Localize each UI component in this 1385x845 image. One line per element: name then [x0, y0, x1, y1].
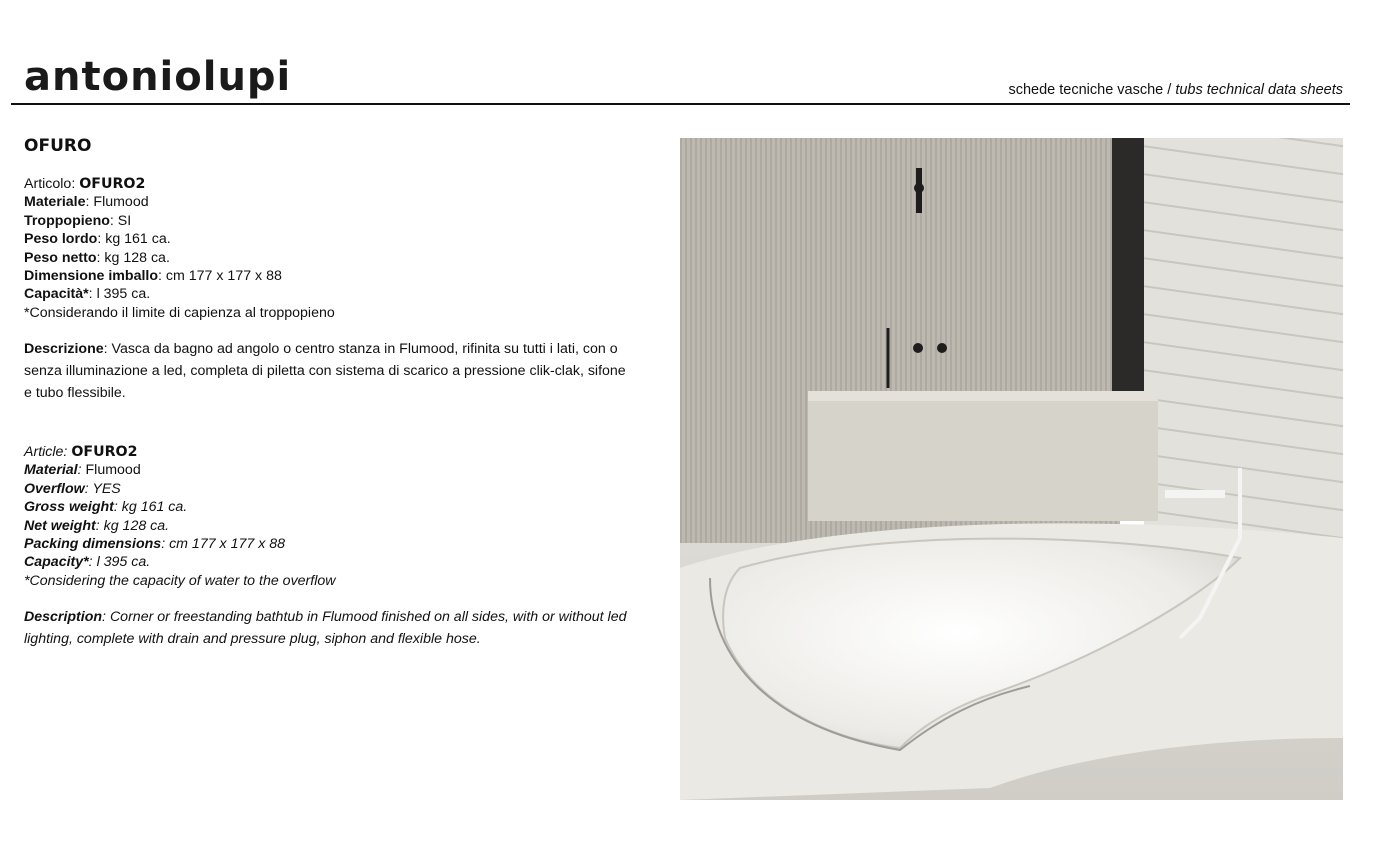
header-rule — [11, 103, 1350, 105]
spec-row-overflow: Overflow: YES — [24, 480, 121, 497]
bathtub-illustration — [680, 138, 1343, 800]
spec-row-gross-weight: Gross weight: kg 161 ca. — [24, 499, 188, 516]
spec-row-net-weight: Net weight: kg 128 ca. — [24, 517, 170, 534]
spec-row-capacity: Capacità*: l 395 ca. — [24, 286, 151, 303]
spec-row-article: Article: OFURO2 — [24, 444, 138, 460]
spec-row-overflow: Troppopieno: SI — [24, 212, 132, 229]
spec-row-packing: Dimensione imballo: cm 177 x 177 x 88 — [24, 268, 282, 285]
spec-row-material: Material: Flumood — [24, 462, 141, 479]
description-italian: Descrizione: Vasca da bagno ad angolo o centro stanza in Flumood, rifinita su tutti i lati, con o senza illuminazione a led, completa di piletta con sistema di scarico a pressione clik-clak, sifone e tubo flessibile. — [24, 341, 626, 401]
spec-note: *Considerando il limite di capienza al troppopieno — [24, 304, 335, 321]
document-subtitle — [1008, 82, 1343, 98]
spec-row-capacity: Capacity*: l 395 ca. — [24, 554, 151, 571]
spec-row-net-weight: Peso netto: kg 128 ca. — [24, 249, 170, 266]
subtitle-italian: schede tecniche vasche — [1008, 82, 1164, 98]
product-title: OFURO — [24, 136, 92, 156]
brand-logo: antoniolupi — [24, 54, 292, 100]
spec-row-packing: Packing dimensions: cm 177 x 177 x 88 — [24, 536, 286, 553]
spec-list-italian — [24, 175, 335, 322]
spec-list-english — [24, 443, 336, 590]
description-english: Description: Corner or freestanding bathtub in Flumood finished on all sides, with or without led lighting, complete with drain and pressure plug, siphon and flexible hose. — [24, 609, 627, 647]
spec-row-gross-weight: Peso lordo: kg 161 ca. — [24, 231, 171, 248]
subtitle-separator: / — [1163, 82, 1176, 98]
spec-row-material: Materiale: Flumood — [24, 194, 149, 211]
product-photo — [680, 138, 1343, 800]
spec-row-article: Articolo: OFURO2 — [24, 176, 146, 192]
spec-note: *Considering the capacity of water to the overflow — [24, 572, 336, 589]
subtitle-english: tubs technical data sheets — [1175, 82, 1343, 98]
